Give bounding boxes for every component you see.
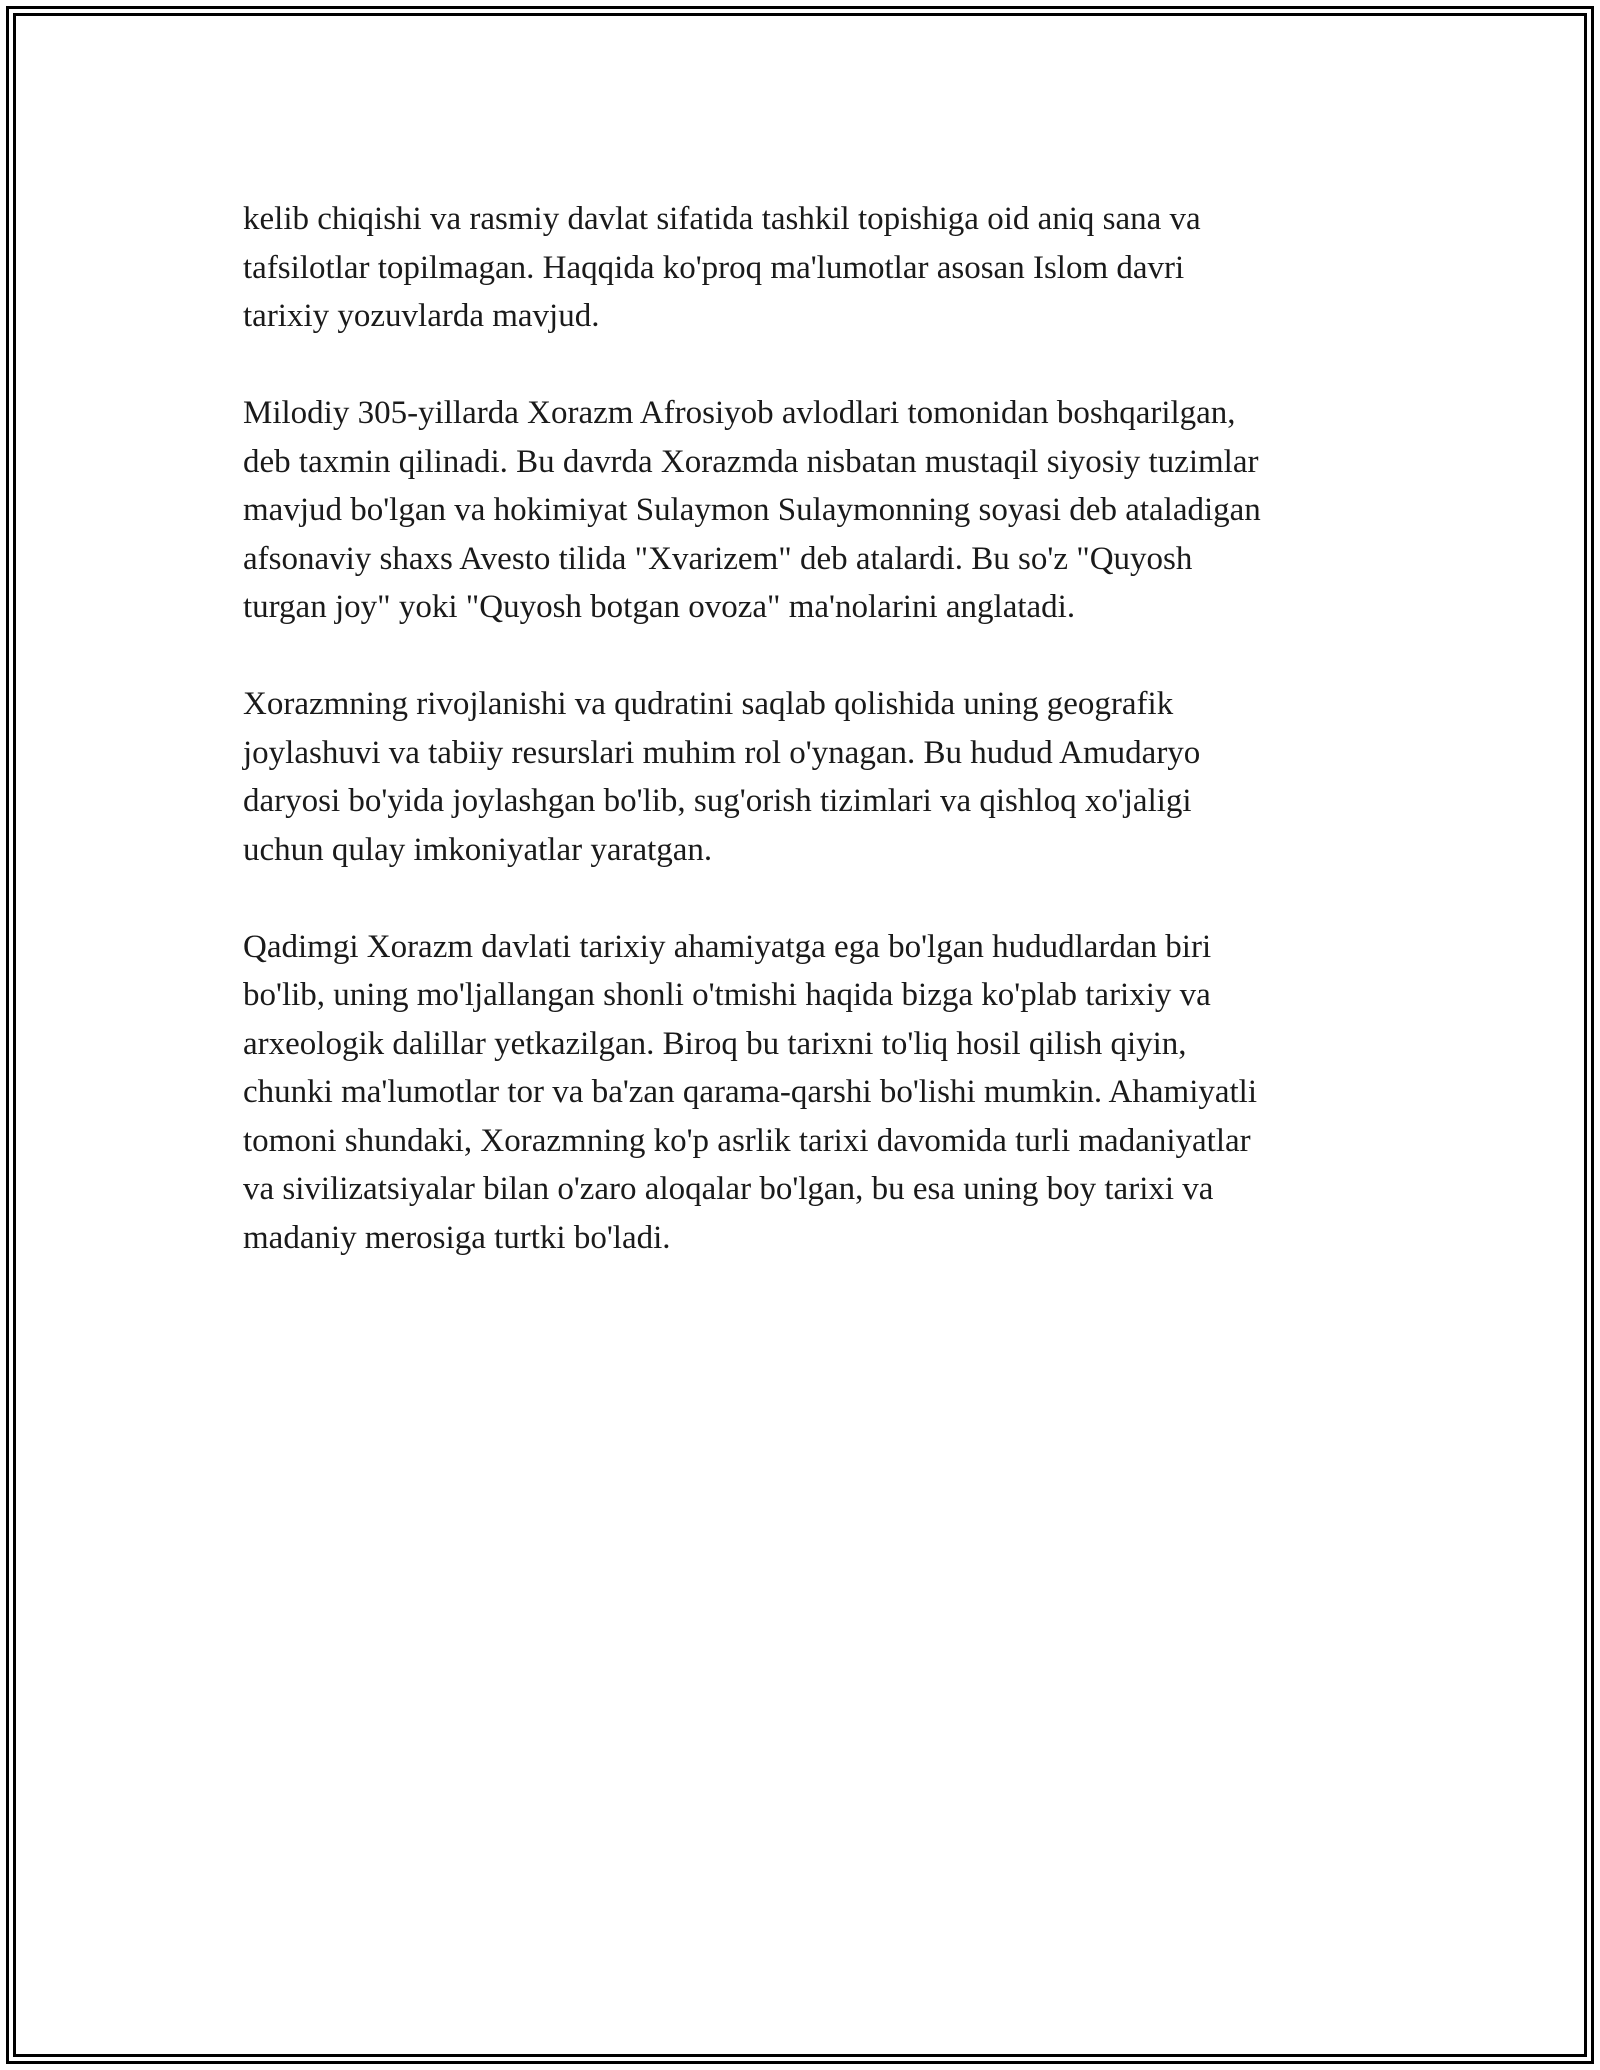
text-line: arxeologik dalillar yetkazilgan. Biroq bu tarixni to'liq hosil qilish qiyin, xyxy=(243,1025,1187,1062)
text-line: mavjud bo'lgan va hokimiyat Sulaymon Sulaymonning soyasi deb ataladigan xyxy=(243,492,1261,528)
text-line: Xorazmning rivojlanishi va qudratini saqlab qolishida uning geografik xyxy=(243,686,1174,722)
paragraph-3 xyxy=(243,680,1393,874)
text-line: va sivilizatsiyalar bilan o'zaro aloqalar bo'lgan, bu esa uning boy tarixi va xyxy=(243,1171,1214,1207)
text-line: afsonaviy shaxs Avesto tilida "Xvarizem" deb atalardi. Bu so'z "Quyosh xyxy=(243,540,1193,577)
text-line: joylashuvi va tabiiy resurslari muhim rol o'ynagan. Bu hudud Amudaryo xyxy=(243,734,1201,771)
text-line: Milodiy 305-yillarda Xorazm Afrosiyob avlodlari tomonidan boshqarilgan, xyxy=(243,395,1236,431)
text-line: Qadimgi Xorazm davlati tarixiy ahamiyatga ega bo'lgan hududlardan biri xyxy=(243,928,1212,965)
text-line: turgan joy" yoki "Quyosh botgan ovoza" ma'nolarini anglatadi. xyxy=(243,589,1076,625)
paragraph-1 xyxy=(243,195,1393,341)
text-line: tarixiy yozuvlarda mavjud. xyxy=(243,298,600,334)
page-border xyxy=(6,6,1594,2064)
text-line: tomoni shundaki, Xorazmning ko'p asrlik tarixi davomida turli madaniyatlar xyxy=(243,1122,1251,1159)
text-line: daryosi bo'yida joylashgan bo'lib, sug'orish tizimlari va qishloq xo'jaligi xyxy=(243,783,1192,819)
text-line: madaniy merosiga turtki bo'ladi. xyxy=(243,1219,671,1256)
text-line: tafsilotlar topilmagan. Haqqida ko'proq ma'lumotlar asosan Islom davri xyxy=(243,249,1185,286)
paragraph-4 xyxy=(243,923,1393,1263)
text-line: kelib chiqishi va rasmiy davlat sifatida tashkil topishiga oid aniq sana va xyxy=(243,201,1201,237)
text-line: bo'lib, uning mo'ljallangan shonli o'tmishi haqida bizga ko'plab tarixiy va xyxy=(243,977,1211,1013)
text-line: uchun qulay imkoniyatlar yaratgan. xyxy=(243,831,713,868)
text-line: chunki ma'lumotlar tor va ba'zan qarama-qarshi bo'lishi mumkin. Ahamiyatli xyxy=(243,1074,1258,1110)
text-line: deb taxmin qilinadi. Bu davrda Xorazmda nisbatan mustaqil siyosiy tuzimlar xyxy=(243,443,1259,480)
paragraph-2 xyxy=(243,389,1393,632)
document-body xyxy=(243,195,1393,1311)
